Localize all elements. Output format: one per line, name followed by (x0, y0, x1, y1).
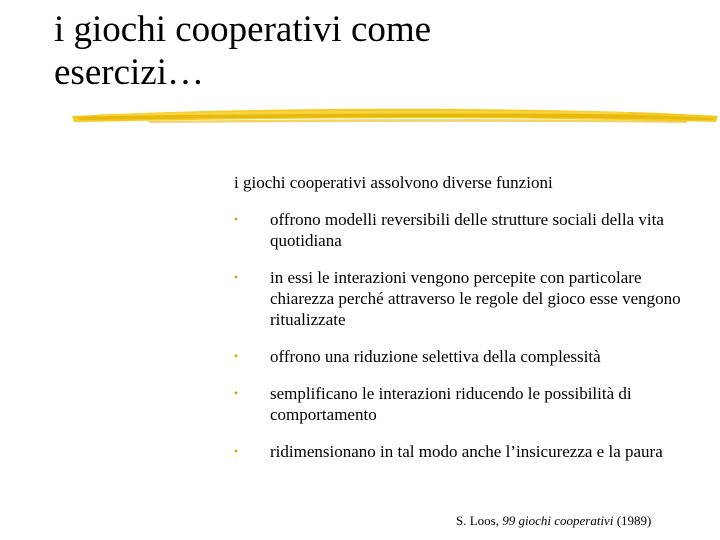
slide-body (234, 172, 704, 478)
bullet-icon: • (234, 386, 239, 400)
citation-year: (1989) (613, 513, 652, 528)
slide-title-line-2: esercizi… (54, 52, 204, 93)
bullet-icon: • (234, 349, 239, 363)
bullet-text: in essi le interazioni vengono percepite con particolare chiarezza perché attraverso le regole del gioco esse vengono ritualizzate (270, 268, 681, 329)
bullet-text: offrono modelli reversibili delle strutture sociali della vita quotidiana (270, 210, 664, 250)
citation (456, 513, 651, 529)
citation-book-title: 99 giochi cooperativi (502, 513, 614, 528)
bullet-text: semplificano le interazioni riducendo le possibilità di comportamento (270, 384, 632, 424)
bullet-list (234, 209, 704, 462)
bullet-item (234, 267, 704, 330)
slide-title (54, 8, 674, 94)
bullet-text: ridimensionano in tal modo anche l’insicurezza e la paura (270, 442, 663, 461)
intro-text: i giochi cooperativi assolvono diverse funzioni (234, 173, 553, 192)
bullet-icon: • (234, 212, 239, 226)
bullet-icon: • (234, 270, 239, 284)
bullet-item (234, 441, 704, 462)
bullet-icon: • (234, 444, 239, 458)
bullet-text: offrono una riduzione selettiva della complessità (270, 347, 601, 366)
bullet-item (234, 209, 704, 251)
slide-title-line-1: i giochi cooperativi come (54, 9, 432, 50)
citation-author: S. Loos, (456, 513, 503, 528)
bullet-item (234, 383, 704, 425)
bullet-item (234, 346, 704, 367)
title-underline-brushstroke (68, 104, 720, 130)
